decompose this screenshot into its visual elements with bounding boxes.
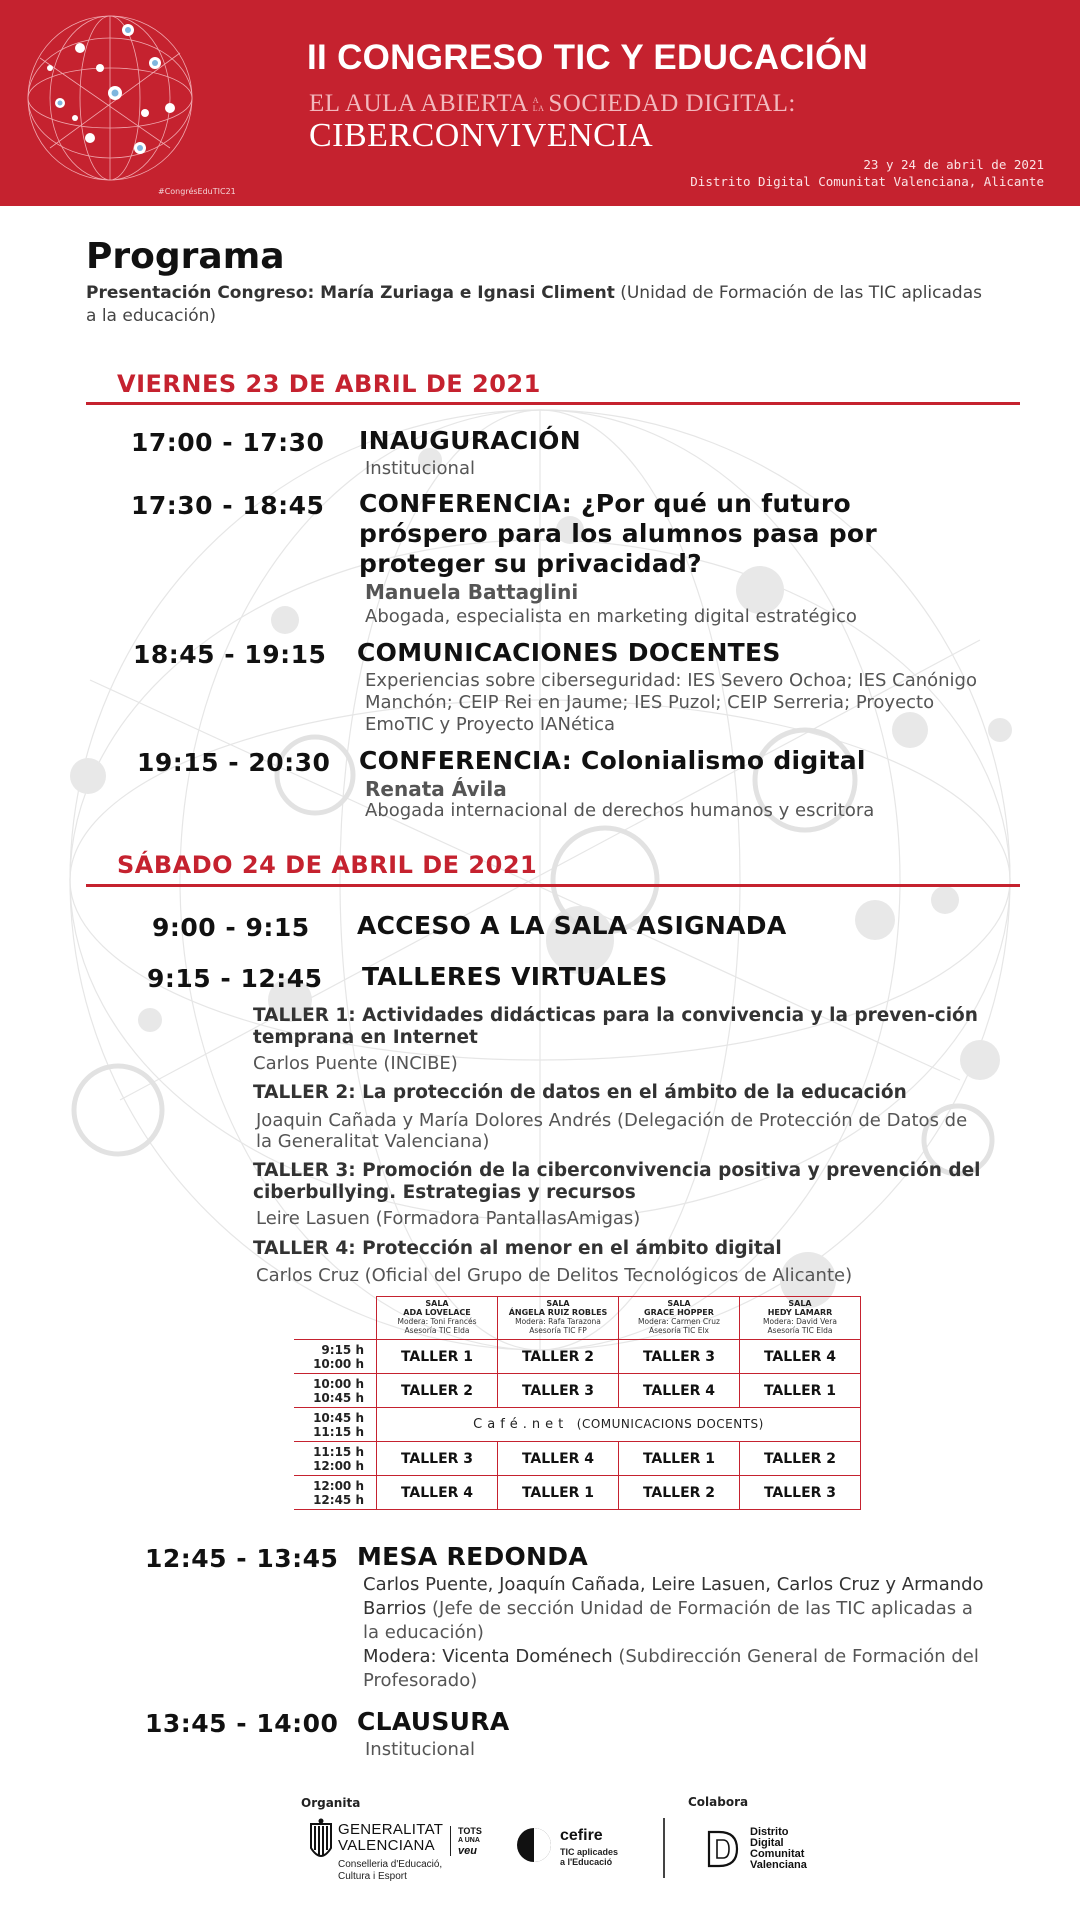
distrito-digital-logo-icon — [705, 1828, 741, 1870]
header-banner — [0, 0, 1080, 206]
room-header: SALA ÁNGELA RUIZ ROBLES Modera: Rafa Tarazona Asesoría TIC FP — [498, 1297, 619, 1340]
panel-affiliation: (Jefe de sección Unidad de Formación de las TIC aplicadas a la educación) — [363, 1598, 973, 1643]
table-cell: TALLER 4 — [377, 1476, 498, 1510]
cefire-description: TIC aplicades a l'Educació — [560, 1847, 619, 1867]
network-globe-icon — [20, 8, 200, 188]
program-presentation — [86, 282, 986, 328]
friday-divider — [86, 402, 1020, 405]
cefire-logo-icon — [517, 1828, 551, 1862]
room-header: SALA GRACE HOPPER Modera: Carmen Cruz Asesoría TIC Elx — [619, 1297, 740, 1340]
event-title: CONFERENCIA: ¿Por qué un futuro próspero para los alumnos pasa por proteger su privacidad? — [359, 489, 877, 578]
table-cell: TALLER 4 — [619, 1374, 740, 1408]
taller-people: Carlos Cruz (Oficial del Grupo de Delitos Tecnológicos de Alicante) — [256, 1265, 853, 1286]
workshop-schedule-table — [294, 1296, 861, 1510]
table-header-row — [294, 1297, 861, 1340]
table-row — [294, 1340, 861, 1374]
event-desc: Abogada internacional de derechos humanos y escritora — [365, 800, 875, 821]
event-speaker: Manuela Battaglini — [365, 580, 579, 604]
friday-heading: VIERNES 23 DE ABRIL DE 2021 — [117, 370, 541, 398]
table-cell: TALLER 3 — [377, 1442, 498, 1476]
cafe-note: (COMUNICACIONS DOCENTS) — [576, 1417, 764, 1431]
event-title: CLAUSURA — [357, 1707, 510, 1736]
table-cell: TALLER 1 — [498, 1476, 619, 1510]
taller-people: Carlos Puente (INCIBE) — [253, 1053, 458, 1074]
coffee-break-cell — [377, 1408, 861, 1442]
conselleria-name: Conselleria d'Educació, Cultura i Esport — [338, 1859, 443, 1882]
event-time: 9:00 - 9:15 — [152, 913, 310, 942]
subtitle-part1: EL AULA ABIERTA — [309, 90, 529, 117]
subtitle-part2: SOCIEDAD DIGITAL: — [548, 90, 796, 117]
table-corner — [294, 1297, 377, 1340]
congress-date: 23 y 24 de abril de 2021 — [863, 157, 1044, 172]
event-speaker: Renata Ávila — [365, 777, 507, 801]
distrito-digital-name: Distrito Digital Comunitat Valenciana — [750, 1826, 807, 1871]
slot-hours: 9:15 h 10:00 h — [294, 1340, 377, 1374]
slot-hours: 11:15 h 12:00 h — [294, 1442, 377, 1476]
event-title: INAUGURACIÓN — [359, 426, 581, 455]
cafe-label: Café.net — [473, 1417, 569, 1432]
generalitat-name: GENERALITAT VALENCIANA — [338, 1821, 444, 1854]
taller-title: TALLER 1: Actividades didácticas para la convivencia y la preven-ción temprana en Internet — [253, 1005, 978, 1048]
panel-moderator: Modera: Vicenta Doménech — [363, 1646, 613, 1667]
taller-title: TALLER 3: Promoción de la ciberconvivencia positiva y prevención del ciberbullying. Estrategias y recursos — [253, 1160, 981, 1203]
table-cell: TALLER 3 — [740, 1476, 861, 1510]
table-row — [294, 1476, 861, 1510]
congress-title: II CONGRESO TIC Y EDUCACIÓN — [307, 38, 869, 77]
event-time: 19:15 - 20:30 — [137, 748, 331, 777]
table-row — [294, 1374, 861, 1408]
event-time: 9:15 - 12:45 — [147, 964, 323, 993]
subtitle-small-a-la: A LA — [532, 96, 545, 114]
event-desc: Institucional — [365, 458, 475, 479]
slot-hours: 10:00 h 10:45 h — [294, 1374, 377, 1408]
taller-title: TALLER 2: La protección de datos en el ámbito de la educación — [253, 1082, 907, 1103]
hashtag: #CongrésEduTIC21 — [158, 187, 236, 196]
congress-subtitle — [309, 90, 796, 118]
presentation-affiliation: (Unidad de Formación de las TIC aplicadas a la educación) — [86, 283, 982, 326]
event-title: COMUNICACIONES DOCENTES — [357, 638, 781, 667]
presentation-speakers: Presentación Congreso: María Zuriaga e Ignasi Climent — [86, 283, 615, 303]
table-cell: TALLER 2 — [740, 1442, 861, 1476]
moderator-affiliation: (Subdirección General de Formación del Profesorado) — [363, 1646, 979, 1691]
event-time: 12:45 - 13:45 — [145, 1544, 339, 1573]
room-header: SALA HEDY LAMARR Modera: David Vera Asesoría TIC Elda — [740, 1297, 861, 1340]
organizer-label: Organita — [301, 1796, 361, 1810]
table-row — [294, 1408, 861, 1442]
table-cell: TALLER 4 — [740, 1340, 861, 1374]
collaborator-label: Colabora — [688, 1795, 749, 1809]
table-cell: TALLER 2 — [498, 1340, 619, 1374]
slot-hours: 10:45 h 11:15 h — [294, 1408, 377, 1442]
table-cell: TALLER 1 — [740, 1374, 861, 1408]
event-title: CONFERENCIA: Colonialismo digital — [359, 746, 866, 775]
taller-people: Leire Lasuen (Formadora PantallasAmigas) — [256, 1208, 641, 1229]
event-desc — [363, 1573, 993, 1693]
generalitat-crest-icon — [308, 1818, 334, 1870]
event-time: 17:00 - 17:30 — [131, 428, 325, 457]
congress-date-place — [690, 156, 1044, 190]
table-row — [294, 1442, 861, 1476]
event-desc: Institucional — [365, 1739, 475, 1760]
event-desc: Experiencias sobre ciberseguridad: IES Severo Ochoa; IES Canónigo Manchón; CEIP Rei en Jaume; IES Puzol; CEIP Serreria; Proyecto EmoTIC y Proyecto IANética — [365, 670, 977, 735]
event-title: MESA REDONDA — [357, 1542, 588, 1571]
table-cell: TALLER 4 — [498, 1442, 619, 1476]
event-title: TALLERES VIRTUALES — [362, 962, 668, 991]
room-header: SALA ADA LOVELACE Modera: Toni Francés Asesoría TIC Elda — [377, 1297, 498, 1340]
table-cell: TALLER 1 — [377, 1340, 498, 1374]
event-time: 17:30 - 18:45 — [131, 491, 325, 520]
table-cell: TALLER 1 — [619, 1442, 740, 1476]
panel-members: Carlos Puente, Joaquín Cañada, Leire Lasuen, Carlos Cruz y Armando Barrios — [363, 1574, 984, 1619]
program-title: Programa — [86, 236, 285, 277]
congress-theme: CIBERCONVIVENCIA — [309, 117, 654, 154]
slot-hours: 12:00 h 12:45 h — [294, 1476, 377, 1510]
footer-divider — [663, 1818, 665, 1878]
table-cell: TALLER 2 — [619, 1476, 740, 1510]
congress-place: Distrito Digital Comunitat Valenciana, Alicante — [690, 174, 1044, 189]
taller-title: TALLER 4: Protección al menor en el ámbito digital — [253, 1238, 782, 1259]
saturday-heading: SÁBADO 24 DE ABRIL DE 2021 — [117, 851, 538, 879]
table-cell: TALLER 3 — [498, 1374, 619, 1408]
event-time: 18:45 - 19:15 — [133, 640, 327, 669]
tots-a-una-veu-logo: TOTS A UNA veu — [450, 1826, 498, 1856]
saturday-divider — [86, 884, 1020, 887]
event-title: ACCESO A LA SALA ASIGNADA — [357, 911, 787, 940]
table-cell: TALLER 3 — [619, 1340, 740, 1374]
table-cell: TALLER 2 — [377, 1374, 498, 1408]
event-desc: Abogada, especialista en marketing digital estratégico — [365, 606, 857, 627]
cefire-name: cefire — [560, 1827, 603, 1844]
taller-people: Joaquin Cañada y María Dolores Andrés (Delegación de Protección de Datos de la Generalitat Valenciana) — [256, 1110, 968, 1152]
event-time: 13:45 - 14:00 — [145, 1709, 339, 1738]
